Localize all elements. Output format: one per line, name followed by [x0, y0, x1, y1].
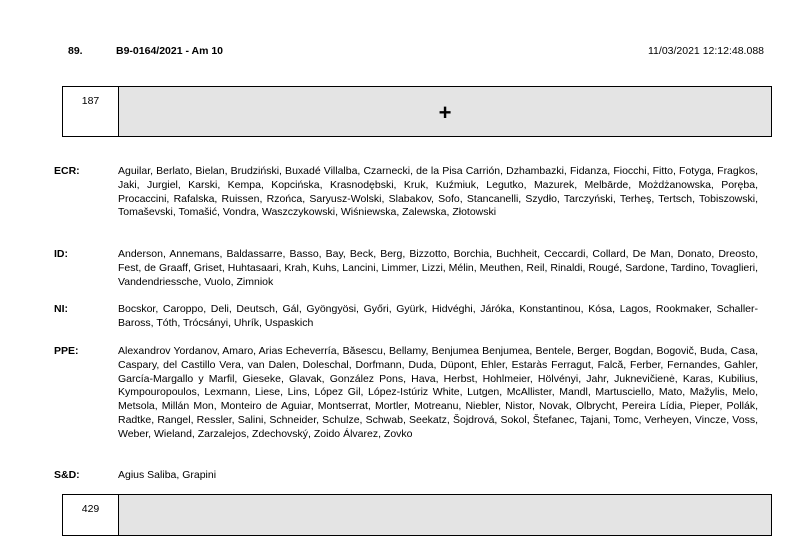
group-label: S&D:	[54, 469, 80, 481]
vote-symbol: +	[119, 87, 771, 136]
group-member-list: Agius Saliba, Grapini	[118, 469, 217, 481]
group-label: ID:	[54, 248, 68, 260]
vote-number: 89.	[68, 45, 83, 57]
group-member-list: Alexandrov Yordanov, Amaro, Arias Echeverría, Băsescu, Bellamy, Benjumea Benjumea, Bentele, Berger, Bogdan, Bogovič, Buda, Casa, Caspary, del Castillo Vera, van Dalen, Doleschal, Dorfmann, Duda, Düpont, Ehler, Estaràs Ferragut, Falcă, Ferber, Fernandes, Gahler, García-Margallo y Marfil, Gieseke, Glavak, González Pons, Hava, Herbst, Hohlmeier, Hölvényi, Jahr, Juknevičienė, Karas, Kubilius, Kympouropoulos, Lexmann, Liese, Lins, López Gil, López-Istúriz White, Lutgen, McAllister, Mandl, Martusciello, Mato, Mažylis, Melo, Metsola, Millán Mon, Monteiro de Aguiar, Montserrat, Mortler, Motreanu, Niebler, Nistor, Novak, Olbrycht, Pereira Lídia, Pieper, Pollák, Radtke, Rangel, Ressler, Salini, Schneider, Schulze, Schwab, Seekatz, Šojdrová, Sokol, Štefanec, Tajani, Tomc, Verheyen, Vincze, Voss, Weber, Wieland, Zarzalejos, Zdechovský, Zoido Álvarez, Zovko	[118, 345, 758, 440]
group-label: NI:	[54, 303, 68, 315]
vote-symbol-area	[119, 495, 771, 535]
vote-count: 187	[63, 87, 119, 136]
group-id	[54, 248, 758, 289]
amendment-reference: B9-0164/2021 - Am 10	[116, 45, 224, 57]
vote-count: 429	[63, 495, 119, 535]
group-label: ECR:	[54, 165, 80, 177]
group-ecr	[54, 165, 758, 220]
group-member-list: Bocskor, Caroppo, Deli, Deutsch, Gál, Gyöngyösi, Győri, Gyürk, Hidvéghi, Járóka, Konstantinou, Kósa, Lagos, Rookmaker, Schaller-Baross, Tóth, Trócsányi, Uhrík, Uspaskich	[118, 303, 758, 329]
vote-result-box	[62, 86, 772, 137]
vote-timestamp: 11/03/2021 12:12:48.088	[648, 45, 764, 57]
group-label: PPE:	[54, 345, 79, 357]
group-ppe	[54, 345, 758, 442]
group-sd	[54, 469, 758, 483]
document-header	[68, 45, 764, 59]
vote-result-box-next	[62, 494, 772, 536]
group-ni	[54, 303, 758, 331]
group-member-list: Aguilar, Berlato, Bielan, Brudziński, Buxadé Villalba, Czarnecki, de la Pisa Carrión, Dzhambazki, Fidanza, Fiocchi, Fitto, Fotyga, Fragkos, Jaki, Jurgiel, Karski, Kempa, Kopcińska, Krasnodębski, Kruk, Kuźmiuk, Legutko, Mazurek, Melbārde, Możdżanowska, Poręba, Procaccini, Rafalska, Ruissen, Rzońca, Saryusz-Wolski, Slabakov, Sofo, Stancanelli, Szydło, Tarczyński, Terheş, Tertsch, Tobiszowski, Tomaševski, Tomašić, Vondra, Waszczykowski, Wiśniewska, Zalewska, Złotowski	[118, 165, 758, 219]
group-member-list: Anderson, Annemans, Baldassarre, Basso, Bay, Beck, Berg, Bizzotto, Borchia, Buchheit, Ceccardi, Collard, De Man, Donato, Dreosto, Fest, de Graaff, Griset, Huhtasaari, Krah, Kuhs, Lancini, Limmer, Lizzi, Mélin, Meuthen, Reil, Rinaldi, Rougé, Sardone, Tardino, Tovaglieri, Vandendriessche, Vuolo, Zimniok	[118, 248, 758, 288]
